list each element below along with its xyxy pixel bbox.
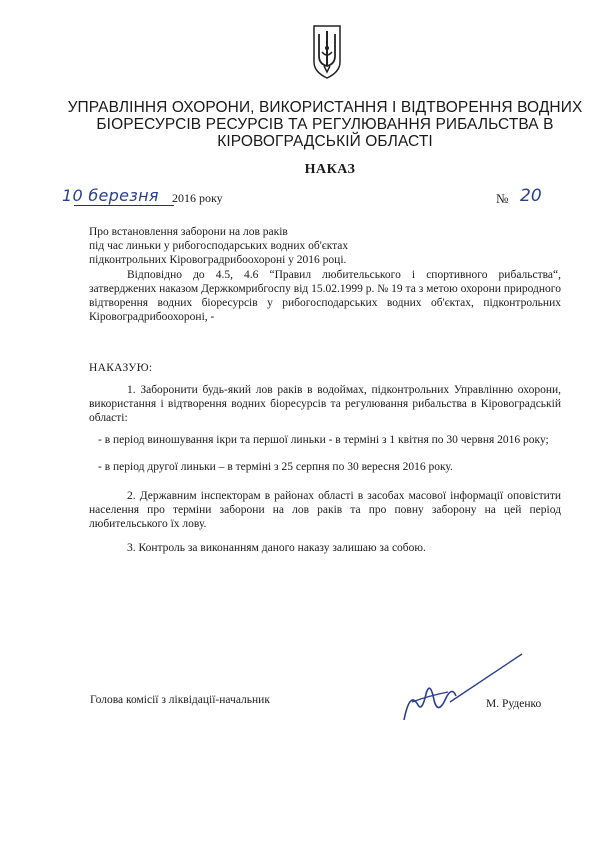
date-suffix: 2016 року: [172, 191, 223, 205]
document-date: [62, 186, 322, 208]
order-item-1-sub-1: - в період виношування ікри та першої линьки - в терміні з 1 квітня по 30 червня 2016 року;: [98, 434, 549, 446]
order-item-1-sub-2: - в період другої линьки – в терміні з 25 серпня по 30 вересня 2016 року.: [98, 461, 453, 473]
order-item-1: 1. Заборонити будь-який лов раків в водоймах, підконтрольних Управлінню охорони, використання і відтворення водних біоресурсів та регулювання рибальства в Кіровоградській області:: [89, 384, 561, 424]
organization-header: [60, 99, 590, 150]
number-sign: №: [496, 191, 509, 206]
date-underline: [74, 205, 174, 206]
subject-line-2: під час линьки у рибогосподарських водних об'єктах: [89, 240, 349, 252]
document-title: НАКАЗ: [304, 162, 356, 177]
order-item-2: 2. Державним інспекторам в районах області в засобах масової інформації оповістити населення про терміни заборони на лов раків та про повну заборону на цей період любительського їх лову.: [89, 490, 561, 530]
document-number: [496, 186, 576, 208]
org-line-3: КІРОВОГРАДСЬКІЙ ОБЛАСТІ: [217, 133, 433, 150]
trident-emblem-icon: [311, 22, 343, 80]
handwritten-signature: [398, 650, 528, 730]
date-handwritten: 10 березня: [62, 186, 159, 205]
order-word: НАКАЗУЮ:: [89, 362, 153, 374]
signer-name: М. Руденко: [486, 698, 542, 710]
preamble-paragraph: Відповідно до 4.5, 4.6 “Правил любительського і спортивного рибальства“, затверджених наказом Держкомрибгоспу від 15.02.1999 р. № 19 та з метою охорони природного відтворення водних біоресурсів у рибогосподарських водних об'єктах, підконтрольних Кіровоградрибоохороні, -: [89, 269, 561, 323]
subject-line-1: Про встановлення заборони на лов раків: [89, 226, 288, 238]
subject-line-3: підконтрольних Кіровоградрибоохороні у 2016 році.: [89, 254, 347, 266]
signer-title: Голова комісії з ліквідації-начальник: [90, 694, 270, 706]
order-item-3: 3. Контроль за виконанням даного наказу залишаю за собою.: [127, 542, 426, 554]
org-line-1: УПРАВЛІННЯ ОХОРОНИ, ВИКОРИСТАННЯ І ВІДТВОРЕННЯ ВОДНИХ: [67, 99, 583, 116]
org-line-2: БІОРЕСУРСІВ РЕСУРСІВ ТА РЕГУЛЮВАННЯ РИБАЛЬСТВА В: [96, 116, 554, 133]
number-handwritten: 20: [520, 186, 542, 206]
order-subject: [89, 225, 348, 267]
